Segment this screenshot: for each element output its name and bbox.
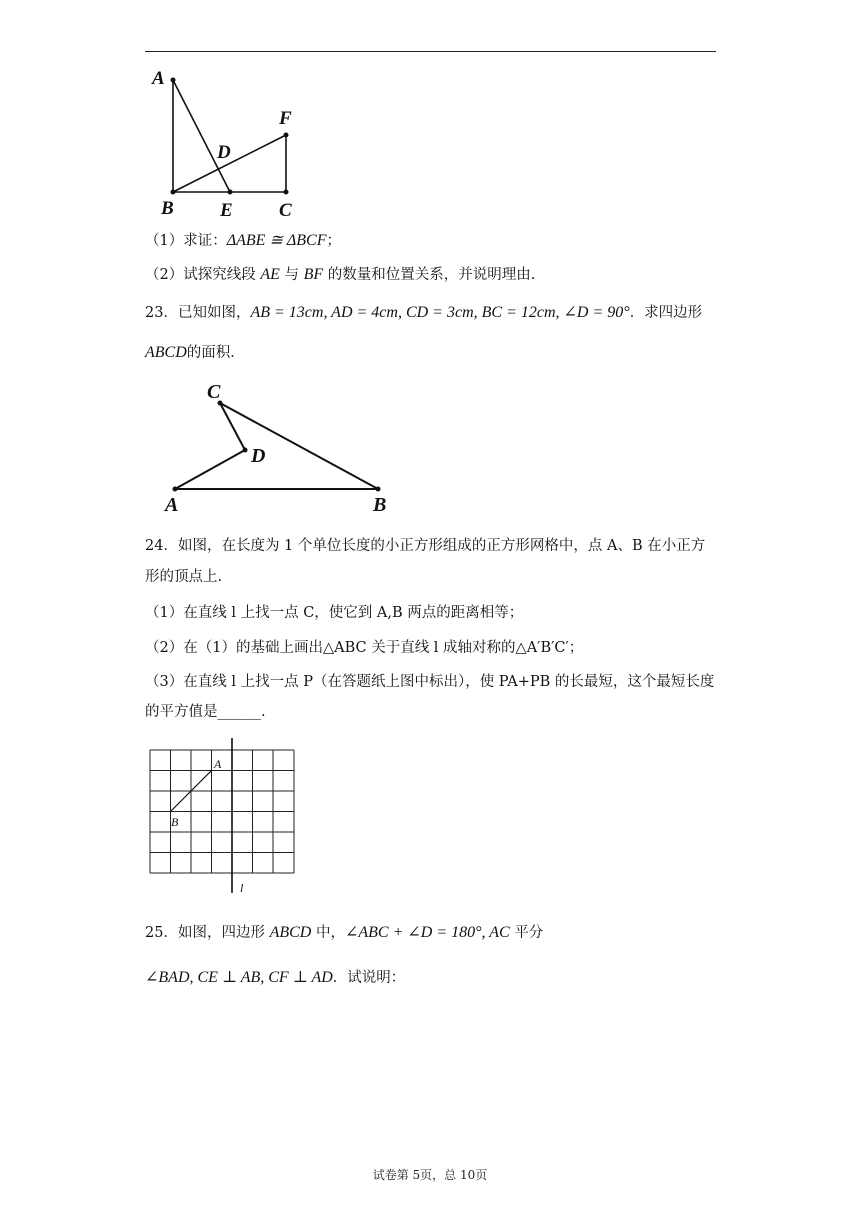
label-l: l — [240, 881, 244, 895]
figure-triangles-abe-bcf — [145, 62, 320, 222]
q25-line1: 25．如图，四边形 ABCD 中，∠ABC + ∠D = 180°, AC 平分 — [145, 924, 544, 941]
label-b: B — [171, 815, 179, 829]
q23-line2: ABCD的面积． — [145, 344, 245, 361]
label-a: A — [214, 757, 222, 771]
q24-part3: （3）在直线 l 上找一点 P（在答题纸上图中标出），使 PA+PB 的长最短，这个最短长度 — [145, 674, 715, 690]
q24-part1: （1）在直线 l 上找一点 C，使它到 A,B 两点的距离相等； — [145, 605, 524, 621]
page-footer: 试卷第 5页，总 10页 — [372, 1168, 488, 1182]
q25-line2: ∠BAD, CE ⊥ AB, CF ⊥ AD．试说明： — [145, 969, 406, 986]
label-c: C — [207, 381, 221, 403]
q25-line1-math: ∠ABC + ∠D = 180°, AC — [344, 924, 510, 941]
label-b: B — [373, 494, 387, 515]
figure-grid — [140, 735, 310, 900]
q24-part2: （2）在（1）的基础上画出△ABC 关于直线 l 成轴对称的△A′B′C′； — [145, 640, 584, 656]
label-d: D — [251, 445, 266, 467]
q22-part1-math: ΔABE ≅ ΔBCF — [226, 232, 327, 249]
q24-line2: 形的顶点上. — [145, 569, 223, 585]
label-e: E — [220, 200, 233, 221]
label-c: C — [279, 200, 292, 221]
figure-quadrilateral-abcd — [155, 375, 400, 515]
label-b: B — [161, 198, 174, 219]
q22-part2: （2）试探究线段 AE 与 BF 的数量和位置关系，并说明理由. — [145, 266, 536, 283]
q24-line1: 24．如图，在长度为 1 个单位长度的小正方形组成的正方形网格中，点 A、B 在小正方 — [145, 538, 706, 554]
q23-given-math: AB = 13cm, AD = 4cm, CD = 3cm, BC = 12cm, ∠D = 90° — [250, 304, 630, 321]
label-a: A — [165, 494, 179, 515]
label-f: F — [279, 108, 292, 129]
q24-part4: 的平方值是______. — [145, 704, 266, 720]
q23-line1: 23．已知如图，AB = 13cm, AD = 4cm, CD = 3cm, BC = 12cm, ∠D = 90°．求四边形 — [145, 304, 703, 321]
q22-part1: （1）求证：ΔABE ≅ ΔBCF； — [145, 232, 341, 249]
q25-line2-math: ∠BAD, CE ⊥ AB, CF ⊥ AD — [145, 969, 333, 986]
label-a: A — [152, 68, 165, 89]
header-rule — [145, 51, 716, 52]
label-d: D — [217, 142, 231, 163]
